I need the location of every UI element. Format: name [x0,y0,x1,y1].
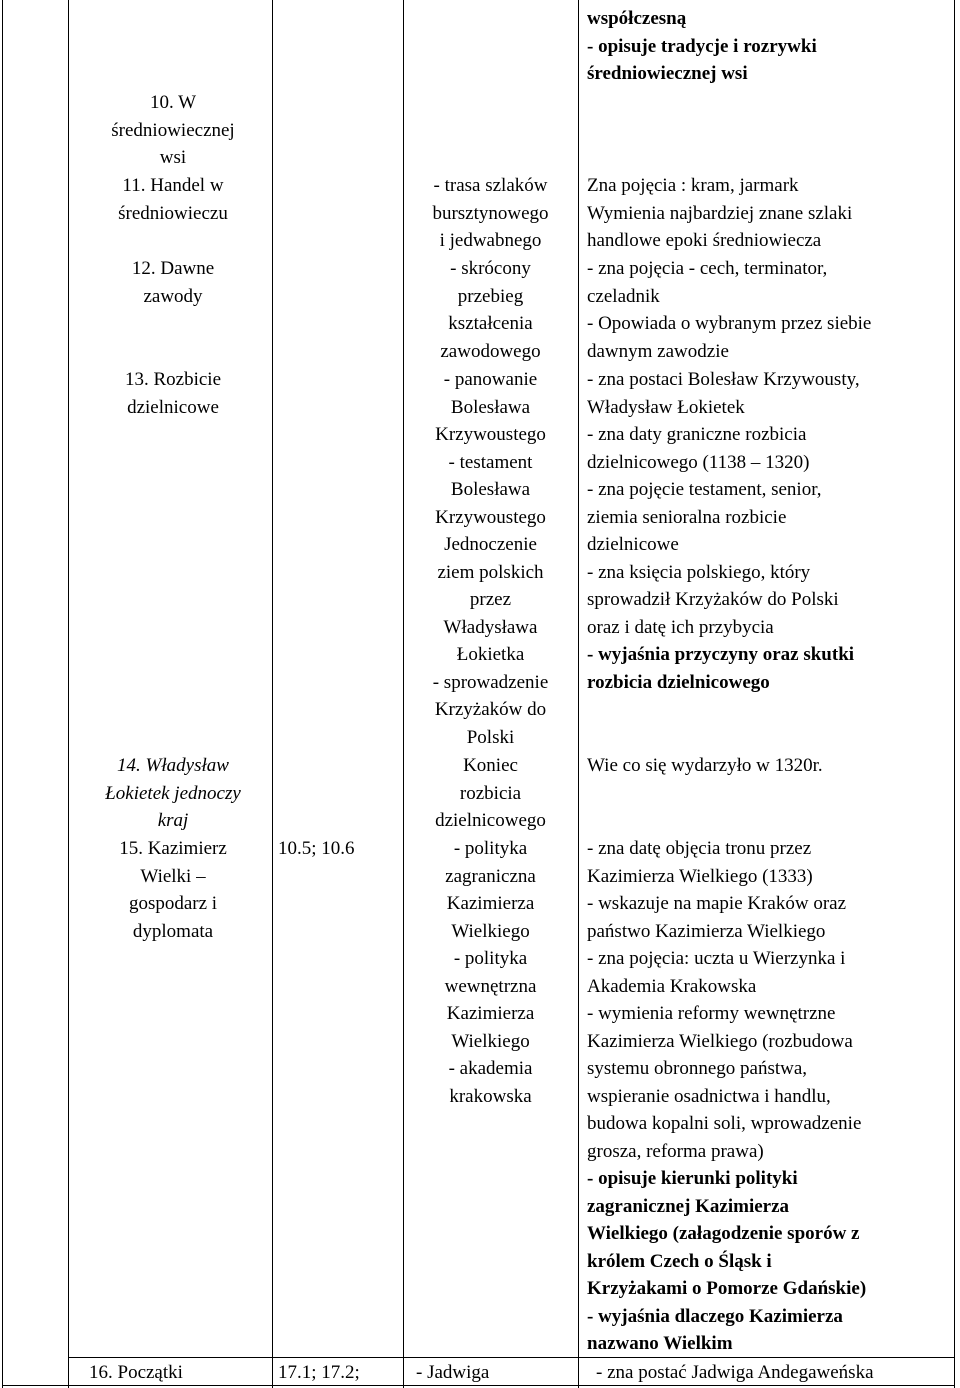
requirements-16: - zna postać Jadwiga Andegaweńska [596,1362,874,1383]
requirements-11: Zna pojęcia : kram, jarmark Wymienia najbardziej znane szlaki handlowe epoki średniowiecza [587,175,853,251]
topic-14: 14. Władysław Łokietek jednoczy kraj [105,755,241,831]
table-border-left [2,0,3,1388]
column-divider-2 [272,0,273,1388]
requirements-13: - zna postaci Bolesław Krzywousty, Władysław Łokietek - zna daty graniczne rozbicia dzielnicowego (1138 – 1320) - zna pojęcie testament, senior, ziemia senioralna rozbicie dzielnicowe - zna księcia polskiego, który sprowadził Krzyżaków do Polski oraz i datę ich przybycia - wyjaśnia przyczyny oraz skutki rozbicia dzielnicowego [587,369,860,693]
topic-13: 13. Rozbicie dzielnicowe [124,369,222,418]
topic-16: 16. Początki [89,1362,183,1383]
content-12: - skrócony przebieg kształcenia zawodowego [440,258,541,362]
column-divider-1 [68,0,69,1388]
content-15: - polityka zagraniczna Kazimierza Wielkiego - polityka wewnętrzna Kazimierza Wielkiego - akademia krakowska [444,838,537,1107]
topic-10: 10. W średniowiecznej wsi [111,92,235,168]
content-14: Koniec rozbicia dzielnicowego [435,755,546,831]
content-16: - Jadwiga [416,1362,490,1383]
topic-12: 12. Dawne zawody [131,258,215,307]
requirements-14: Wie co się wydarzyło w 1320r. [587,755,823,776]
requirements-12: - zna pojęcia - cech, terminator, czeladnik - Opowiada o wybranym przez siebie dawnym zawodzie [587,258,872,362]
reference-15: 10.5; 10.6 [278,838,355,859]
topic-11: 11. Handel w średniowieczu [118,175,228,224]
requirements-10: współczesną - opisuje tradycje i rozrywki średniowiecznej wsi [587,8,817,84]
topic-15: 15. Kazimierz Wielki – gospodarz i dyplomata [119,838,227,942]
content-13: - panowanie Bolesława Krzywoustego - testament Bolesława Krzywoustego Jednoczenie ziem polskich przez Władysława Łokietka - sprowadzenie Krzyżaków do Polski [432,369,549,748]
content-11: - trasa szlaków bursztynowego i jedwabnego [432,175,549,251]
reference-16: 17.1; 17.2; [278,1362,360,1383]
table-border-right [954,0,955,1388]
requirements-15: - zna datę objęcia tronu przez Kazimierza Wielkiego (1333) - wskazuje na mapie Kraków oraz państwo Kazimierza Wielkiego - zna pojęcia: uczta u Wierzynka i Akademia Krakowska - wymienia reformy wewnętrzne Kazimierza Wielkiego (rozbudowa systemu obronnego państwa, wspieranie osadnictwa i handlu, budowa kopalni soli, wprowadzenie grosza, reforma prawa) - opisuje kierunki polityki zagranicznej Kazimierza Wielkiego (załagodzenie sporów z królem Czech o Śląsk i Krzyżakami o Pomorze Gdańskie) - wyjaśnia dlaczego Kazimierza nazwano Wielkim [587,838,867,1354]
column-divider-4 [578,0,579,1388]
